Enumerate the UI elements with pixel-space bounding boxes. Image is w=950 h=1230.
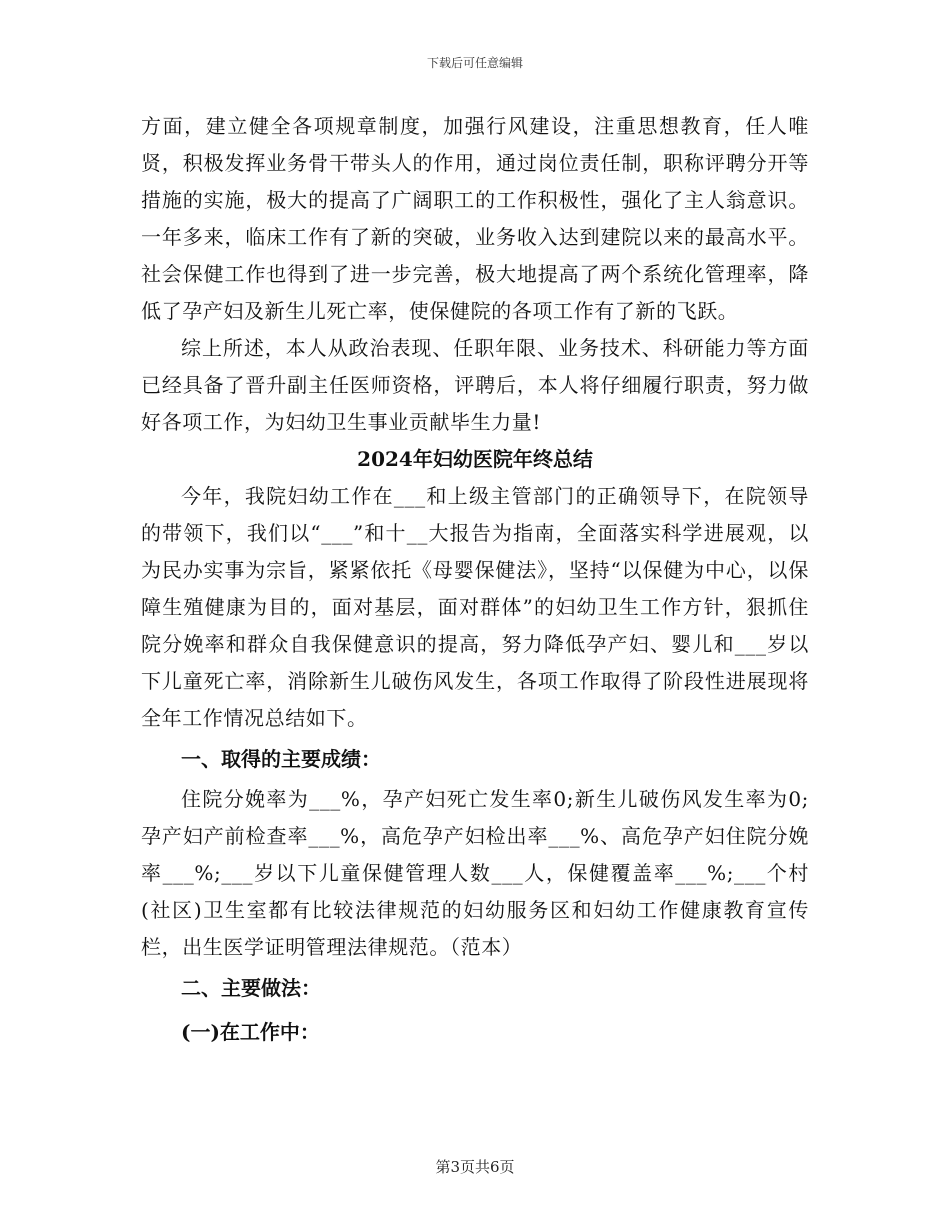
heading-in-work: (一)在工作中：	[181, 1020, 320, 1044]
paragraph-4: 住院分娩率为___%，孕产妇死亡发生率0;新生儿破伤风发生率为0;孕产妇产前检查率___%，高危孕产妇检出率___%、高危孕产妇住院分娩率___%;___岁以下儿童保健管理人数___人，保健覆盖率___%;___个村(社区)卫生室都有比较法律规范的妇幼服务区和妇幼工作健康教育宣传栏，出生医学证明管理法律规范。（范本）	[141, 787, 809, 959]
document-body	[141, 108, 809, 1054]
paragraph-1: 方面，建立健全各项规章制度，加强行风建设，注重思想教育，任人唯贤，积极发挥业务骨干带头人的作用，通过岗位责任制，职称评聘分开等措施的实施，极大的提高了广阔职工的工作积极性，强化了主人翁意识。一年多来，临床工作有了新的突破，业务收入达到建院以来的最高水平。社会保健工作也得到了进一步完善，极大地提高了两个系统化管理率，降低了孕产妇及新生儿死亡率，使保健院的各项工作有了新的飞跃。	[141, 114, 809, 323]
heading-achievements: 一、取得的主要成绩：	[181, 747, 381, 771]
paragraph-2: 综上所述，本人从政治表现、任职年限、业务技术、科研能力等方面已经具备了晋升副主任医师资格，评聘后，本人将仔细履行职责，努力做好各项工作，为妇幼卫生事业贡献毕生力量!	[141, 336, 809, 434]
page-header: 下载后可任意编辑	[426, 56, 523, 70]
section-title: 2024年妇幼医院年终总结	[357, 447, 593, 471]
heading-main-methods: 二、主要做法：	[181, 976, 321, 1000]
page-footer: 第3页共6页	[435, 1158, 515, 1176]
paragraph-3: 今年，我院妇幼工作在___和上级主管部门的正确领导下，在院领导的带领下，我们以“___”和十__大报告为指南，全面落实科学进展观，以为民办实事为宗旨，紧紧依托《母婴保健法》，坚持“以保健为中心，以保障生殖健康为目的，面对基层，面对群体”的妇幼卫生工作方针，狠抓住院分娩率和群众自我保健意识的提高，努力降低孕产妇、婴儿和___岁以下儿童死亡率，消除新生儿破伤风发生，各项工作取得了阶段性进展现将全年工作情况总结如下。	[141, 484, 809, 730]
